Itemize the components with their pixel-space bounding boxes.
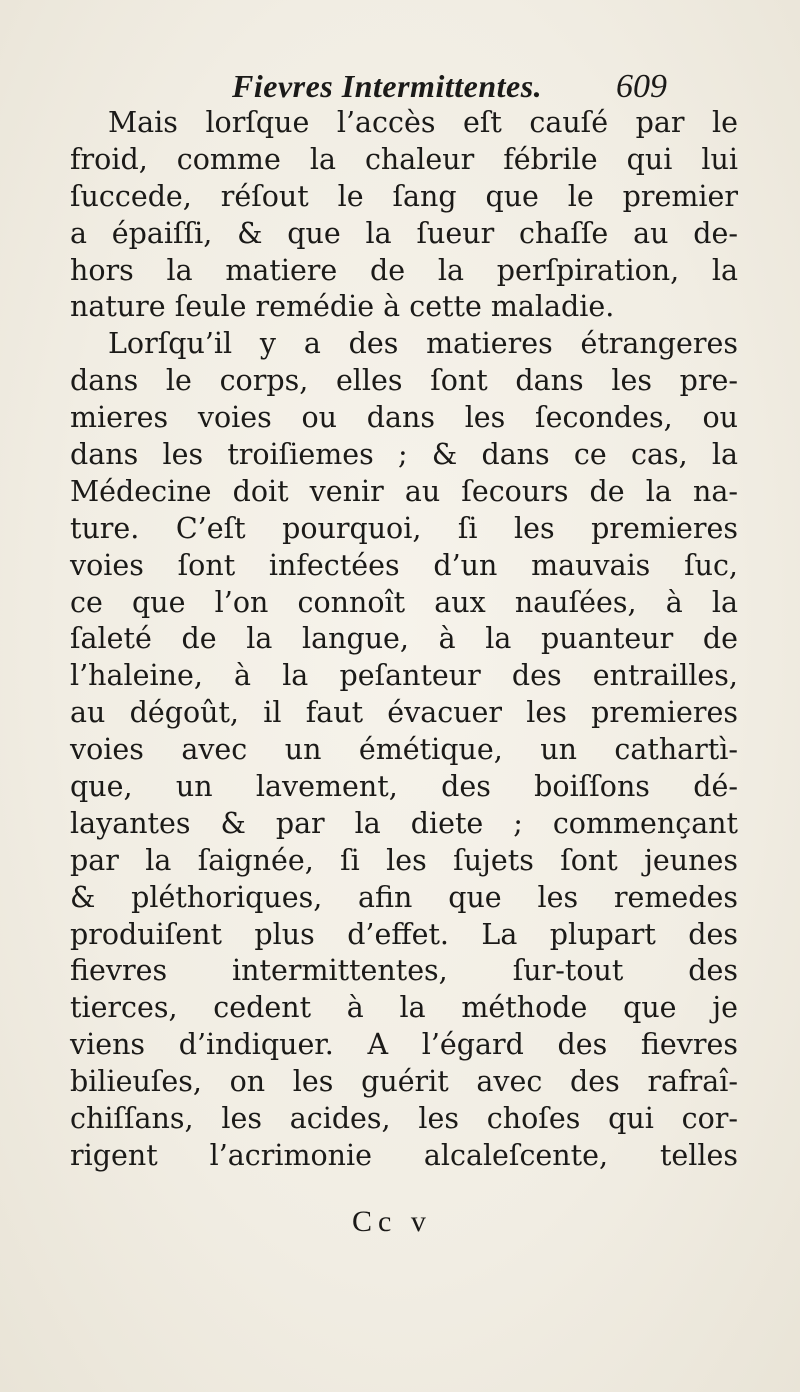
body-text: [70, 105, 738, 1175]
text-line: voies ſont infectées d’un mauvais ſuc,: [70, 548, 738, 582]
text-line: dans le corps, elles ſont dans les pre-: [70, 364, 738, 398]
text-line: ſuccede, réſout le ſang que le premier: [70, 179, 738, 213]
text-line: ce que l’on connoît aux nauſées, à la: [70, 585, 738, 619]
text-line: voies avec un émétique, un cathartì-: [70, 733, 738, 767]
text-line: bilieuſes, on les guérit avec des rafraî-: [70, 1065, 738, 1099]
page-number: 609: [616, 68, 667, 105]
text-line: ture. C’eſt pourquoi, ſi les premieres: [70, 511, 738, 545]
text-line: rigent l’acrimonie alcaleſcente, telles: [70, 1138, 738, 1172]
text-line: par la ſaignée, ſi les ſujets ſont jeunes: [70, 843, 738, 877]
text-line: que, un lavement, des boiſſons dé-: [70, 770, 738, 804]
text-line: l’haleine, à la peſanteur des entrailles,: [70, 659, 738, 693]
text-line: ſaleté de la langue, à la puanteur de: [70, 622, 738, 656]
text-line: viens d’indiquer. A l’égard des fievres: [70, 1028, 738, 1062]
text-line: froid, comme la chaleur fébrile qui lui: [70, 142, 738, 176]
text-line: dans les troiſiemes ; & dans ce cas, la: [70, 438, 738, 472]
text-line: layantes & par la diete ; commençant: [70, 806, 738, 840]
text-line: nature ſeule remédie à cette maladie.: [70, 290, 615, 324]
text-line: au dégoût, il faut évacuer les premieres: [70, 696, 738, 730]
text-line: Lorſqu’il y a des matieres étrangeres: [108, 327, 738, 361]
signature-mark: Cc v: [352, 1205, 432, 1238]
text-line: a épaiſſi, & que la ſueur chaſſe au de-: [70, 216, 738, 250]
text-line: tierces, cedent à la méthode que je: [70, 991, 738, 1025]
text-line: chiſſans, les acides, les choſes qui cor-: [70, 1102, 738, 1136]
text-line: produiſent plus d’effet. La plupart des: [70, 917, 738, 951]
text-line: & pléthoriques, afin que les remedes: [70, 880, 738, 914]
text-line: fievres intermittentes, ſur-tout des: [70, 954, 738, 988]
running-title: Fievres Intermittentes.: [232, 68, 543, 104]
text-line: hors la matiere de la perſpiration, la: [70, 253, 738, 287]
text-line: Mais lorſque l’accès eſt cauſé par le: [108, 106, 738, 139]
text-line: mieres voies ou dans les ſecondes, ou: [70, 401, 738, 435]
text-line: Médecine doit venir au ſecours de la na-: [70, 474, 738, 508]
